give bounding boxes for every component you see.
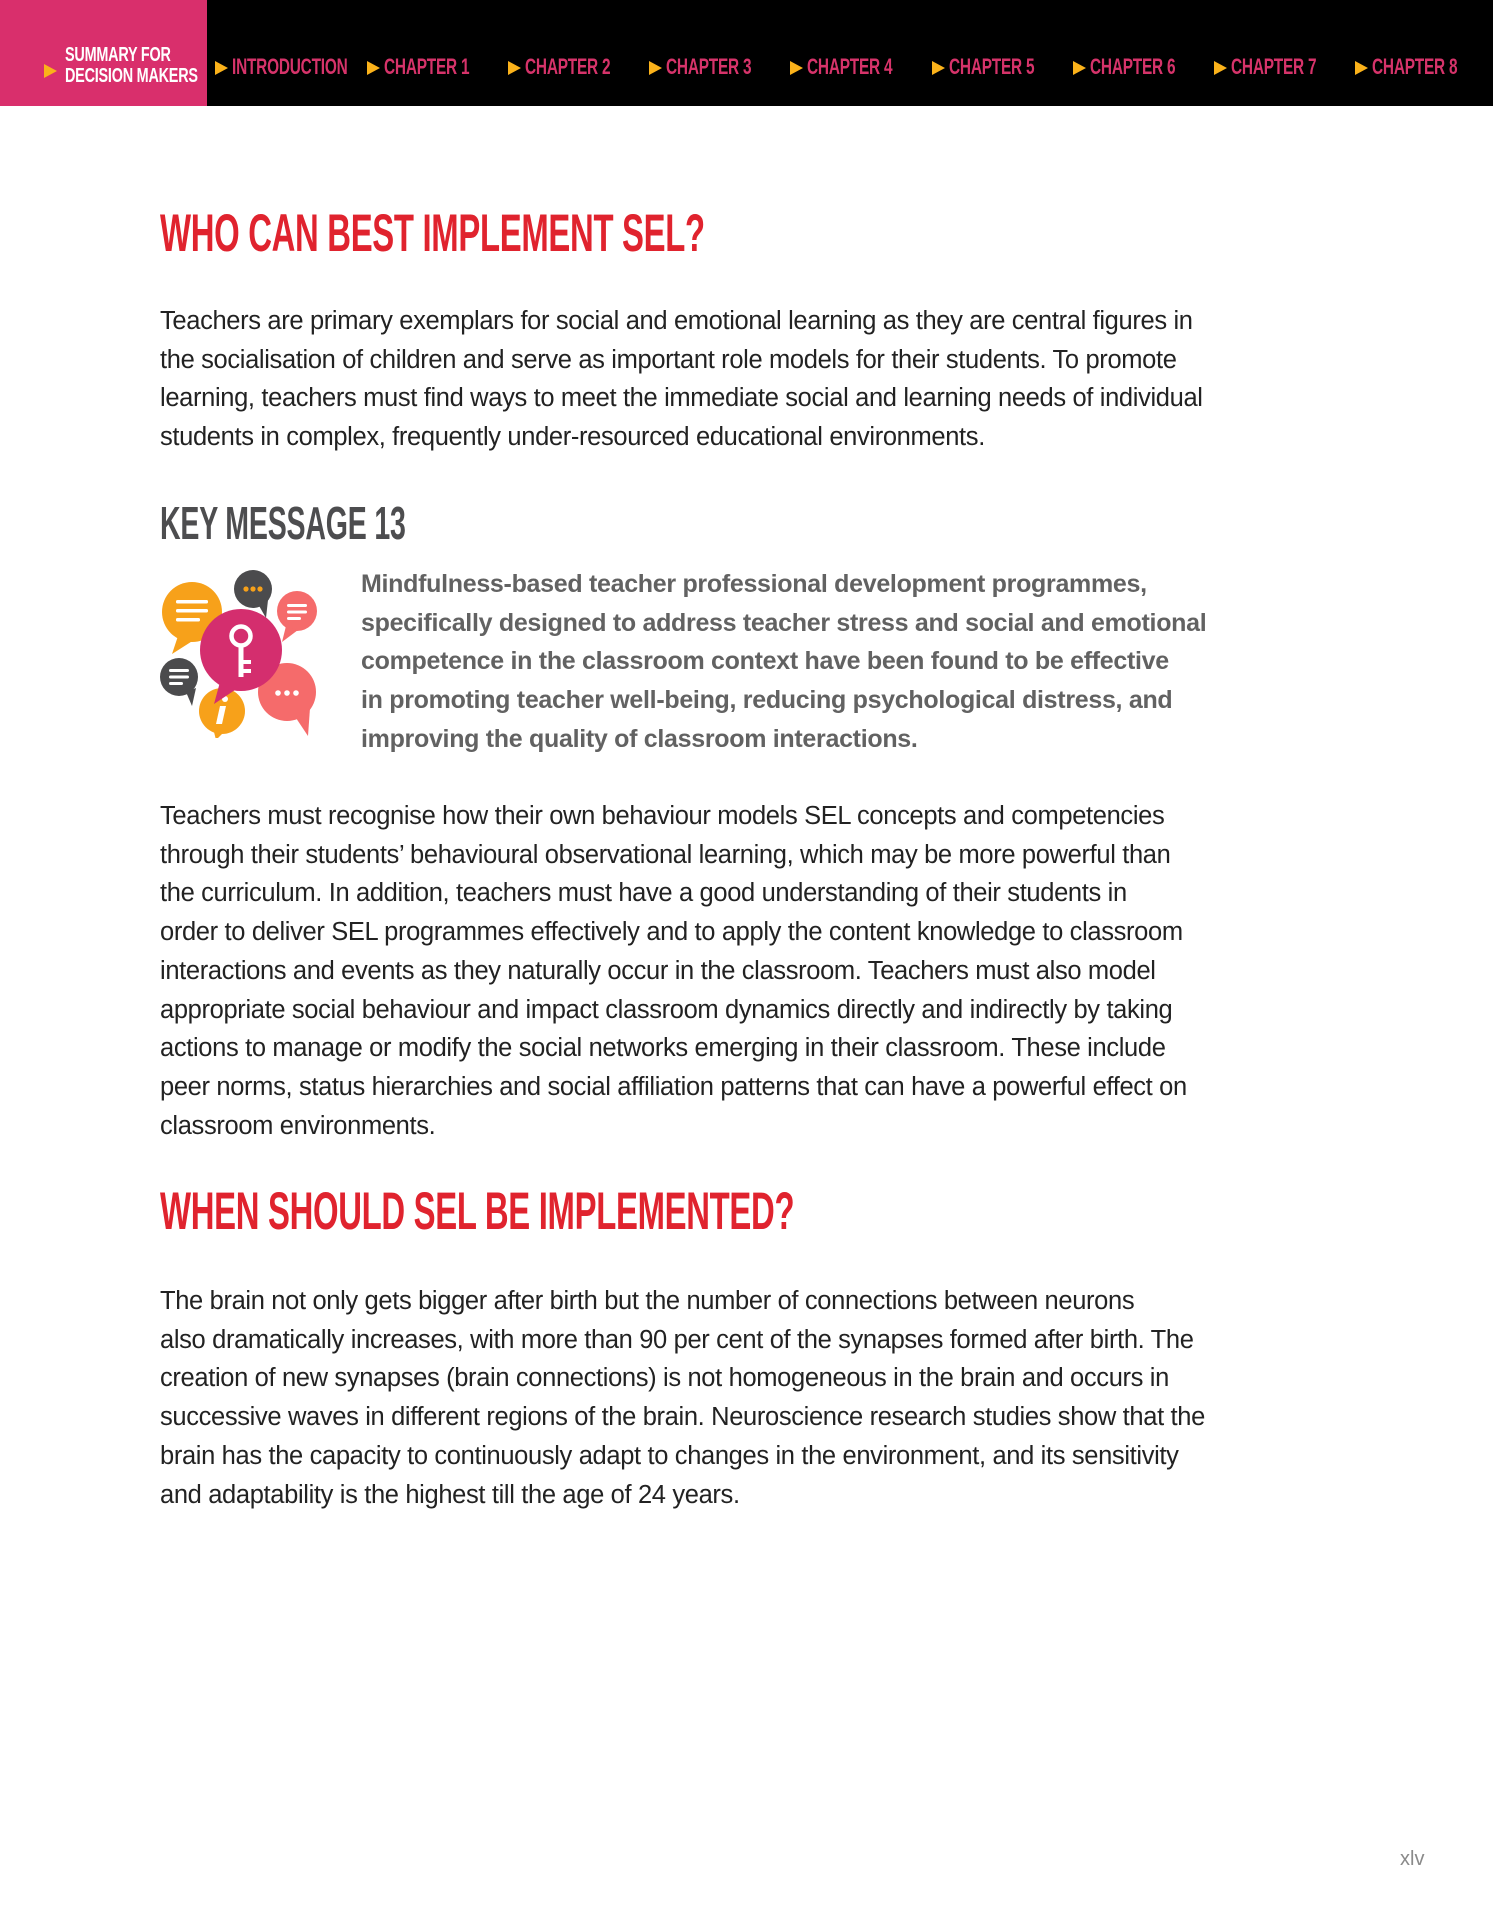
section-heading-who-can-implement: WHO CAN BEST IMPLEMENT SEL? [160,204,705,263]
body-paragraph-brain-development: The brain not only gets bigger after birth but the number of connections between neurons also dramatically increases, with more than 90 per cent of the synapses formed after birth. The creation of new synapses (brain connections) is not homogeneous in the brain and occurs in successive waves in different regions of the brain. Neuroscience research studies show that the brain has the capacity to continuously adapt to changes in the environment, and its sensitivity and adaptability is the highest till the age of 24 years. [160,1287,1205,1509]
body-paragraph-teachers-exemplars: Teachers are primary exemplars for social and emotional learning as they are central figures in the socialisation of children and serve as important role models for their students. To promote learning, teachers must find ways to meet the immediate social and learning needs of individual students in complex, frequently under-resourced educational environments. [160,307,1203,452]
play-arrow-icon [1073,61,1086,75]
nav-item-label: CHAPTER 3 [666,54,752,79]
nav-item-label: CHAPTER 2 [525,54,611,79]
nav-item-label: CHAPTER 7 [1231,54,1317,79]
nav-item-label: CHAPTER 6 [1090,54,1176,79]
nav-item-label: INTRODUCTION [232,54,348,79]
nav-item-label: CHAPTER 5 [949,54,1035,79]
chapter-nav-bar [0,0,1493,106]
play-arrow-icon [1355,61,1368,75]
play-arrow-icon [932,61,945,75]
nav-item-label: SUMMARY FOR DECISION MAKERS [65,44,198,87]
speech-bubbles-key-icon [158,568,320,738]
play-arrow-icon [649,61,662,75]
play-arrow-icon [44,64,57,78]
nav-item-label: CHAPTER 4 [807,54,893,79]
page-number: xlv [1400,1848,1425,1870]
play-arrow-icon [215,61,228,75]
body-paragraph-teachers-model-sel: Teachers must recognise how their own behaviour models SEL concepts and competencies through their students’ behavioural observational learning, which may be more powerful than the curriculum. In addition, teachers must have a good understanding of their students in order to deliver SEL programmes effectively and to apply the content knowledge to classroom interactions and events as they naturally occur in the classroom. Teachers must also model appropriate social behaviour and impact classroom dynamics directly and indirectly by taking actions to manage or modify the social networks emerging in their classroom. These include peer norms, status hierarchies and social affiliation patterns that can have a powerful effect on classroom environments. [160,802,1187,1140]
play-arrow-icon [508,61,521,75]
nav-item-label: CHAPTER 1 [384,54,470,79]
nav-item-summary-for-decision-makers[interactable] [0,0,207,106]
play-arrow-icon [367,61,380,75]
play-arrow-icon [790,61,803,75]
nav-item-label: CHAPTER 8 [1372,54,1458,79]
section-heading-when-implemented: WHEN SHOULD SEL BE IMPLEMENTED? [160,1182,795,1241]
key-message-text: Mindfulness-based teacher professional development programmes, specifically designed to address teacher stress and social and emotional competence in the classroom context have been found to be effective in promoting teacher well-being, reducing psychological distress, and improving the quality of classroom interactions. [361,570,1207,753]
play-arrow-icon [1214,61,1227,75]
key-message-heading: KEY MESSAGE 13 [160,497,406,549]
